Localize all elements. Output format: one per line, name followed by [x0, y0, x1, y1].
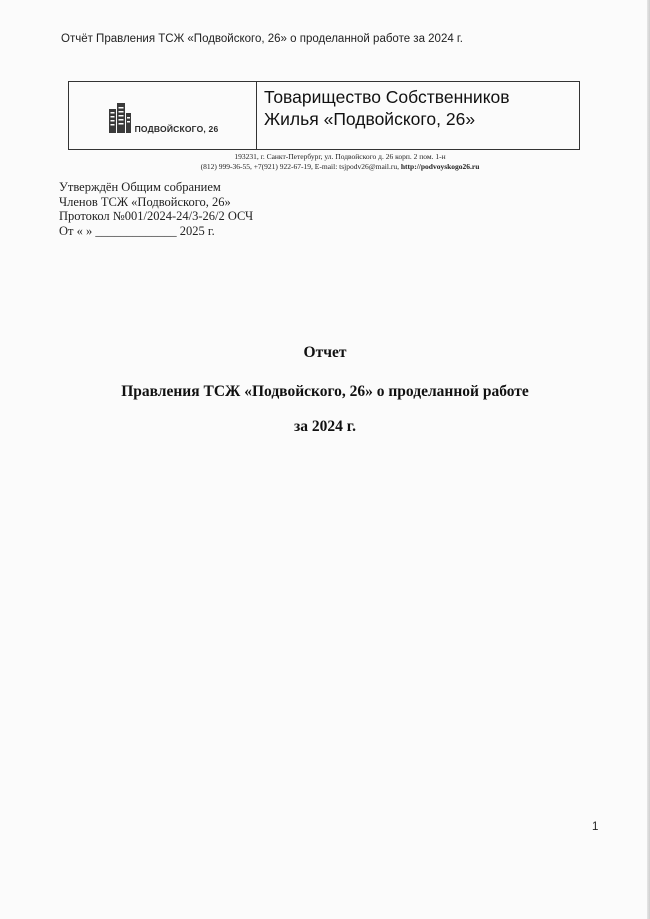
document-subtitle: Правления ТСЖ «Подвойского, 26» о проделанной работе	[121, 383, 529, 400]
logo	[107, 101, 219, 135]
approval-date: От « » _____________ 2025 г.	[59, 223, 215, 238]
document-period: за 2024 г.	[294, 418, 356, 435]
approval-block	[59, 180, 253, 238]
organization-name	[257, 82, 579, 149]
running-header: Отчёт Правления ТСЖ «Подвойского, 26» о проделанной работе за 2024 г.	[61, 33, 463, 45]
page-number: 1	[592, 821, 599, 833]
logo-text: ПОДВОЙСКОГО, 26	[134, 123, 219, 134]
letterhead	[68, 81, 580, 150]
logo-cell	[69, 82, 257, 149]
approval-protocol: Протокол №001/2024-24/3-26/2 ОСЧ	[59, 209, 254, 223]
building-logo-icon	[107, 101, 133, 135]
approval-line2: Членов ТСЖ «Подвойского, 26»	[59, 194, 231, 209]
approval-line1: Утверждён Общим собранием	[59, 180, 221, 194]
org-name-line1: Товарищество Собственников	[264, 87, 510, 107]
website-link[interactable]: http://podvoyskogo26.ru	[400, 162, 480, 171]
contacts-line	[150, 162, 530, 172]
contacts: (812) 999-36-55, +7(921) 922-67-19, E-mail: tsjpodv26@mail.ru,	[200, 162, 399, 171]
document-title: Отчет	[303, 344, 347, 361]
address-line: 193231, г. Санкт-Петербург, ул. Подвойского д. 26 корп. 2 пом. 1-н	[234, 152, 446, 161]
address-block	[150, 152, 530, 172]
org-name-line2: Жилья «Подвойского, 26»	[264, 109, 476, 129]
